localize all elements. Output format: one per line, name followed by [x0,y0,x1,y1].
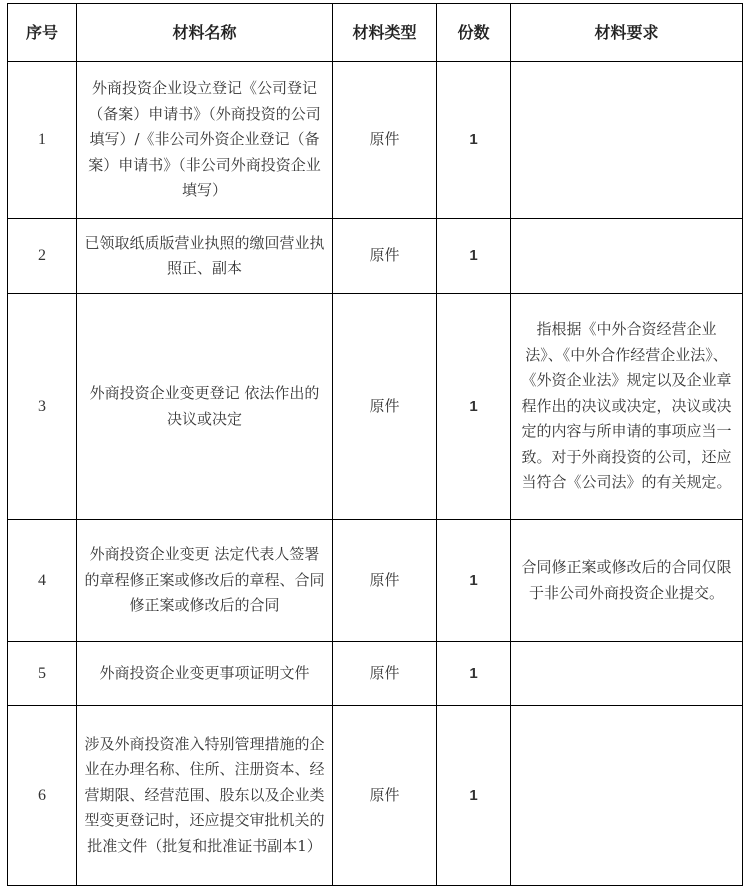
table-row [8,642,743,706]
header-index: 序号 [8,4,77,62]
row-index: 3 [8,294,77,520]
row-type: 原件 [333,520,437,642]
row-index: 5 [8,642,77,706]
row-count: 1 [437,520,511,642]
row-name: 已领取纸质版营业执照的缴回营业执照正、副本 [77,219,333,294]
row-requirement [511,62,743,219]
row-name: 涉及外商投资准入特别管理措施的企业在办理名称、住所、注册资本、经营期限、经营范围、股东以及企业类型变更登记时，还应提交审批机关的批准文件（批复和批准证书副本1） [77,706,333,886]
row-requirement [511,642,743,706]
row-count: 1 [437,706,511,886]
row-index: 2 [8,219,77,294]
row-requirement: 指根据《中外合资经营企业法》、《中外合作经营企业法》、《外资企业法》规定以及企业章程作出的决议或决定，决议或决定的内容与所申请的事项应当一致。对于外商投资的公司，还应当符合《公司法》的有关规定。 [511,294,743,520]
row-type: 原件 [333,219,437,294]
row-requirement [511,219,743,294]
table-row [8,62,743,219]
header-name: 材料名称 [77,4,333,62]
materials-table [7,3,743,886]
row-count: 1 [437,62,511,219]
table-header-row [8,4,743,62]
row-count: 1 [437,642,511,706]
header-count: 份数 [437,4,511,62]
row-type: 原件 [333,642,437,706]
header-type: 材料类型 [333,4,437,62]
header-requirement: 材料要求 [511,4,743,62]
row-requirement [511,706,743,886]
row-index: 4 [8,520,77,642]
row-name: 外商投资企业设立登记《公司登记（备案）申请书》（外商投资的公司填写）/《非公司外资企业登记（备案）申请书》（非公司外商投资企业填写） [77,62,333,219]
row-name: 外商投资企业变更登记 依法作出的决议或决定 [77,294,333,520]
row-name: 外商投资企业变更 法定代表人签署的章程修正案或修改后的章程、合同修正案或修改后的合同 [77,520,333,642]
row-index: 1 [8,62,77,219]
table-row [8,520,743,642]
table-row [8,219,743,294]
row-type: 原件 [333,706,437,886]
row-count: 1 [437,219,511,294]
row-type: 原件 [333,62,437,219]
row-name: 外商投资企业变更事项证明文件 [77,642,333,706]
row-count: 1 [437,294,511,520]
table-row [8,706,743,886]
table-row [8,294,743,520]
row-type: 原件 [333,294,437,520]
row-index: 6 [8,706,77,886]
row-requirement: 合同修正案或修改后的合同仅限于非公司外商投资企业提交。 [511,520,743,642]
